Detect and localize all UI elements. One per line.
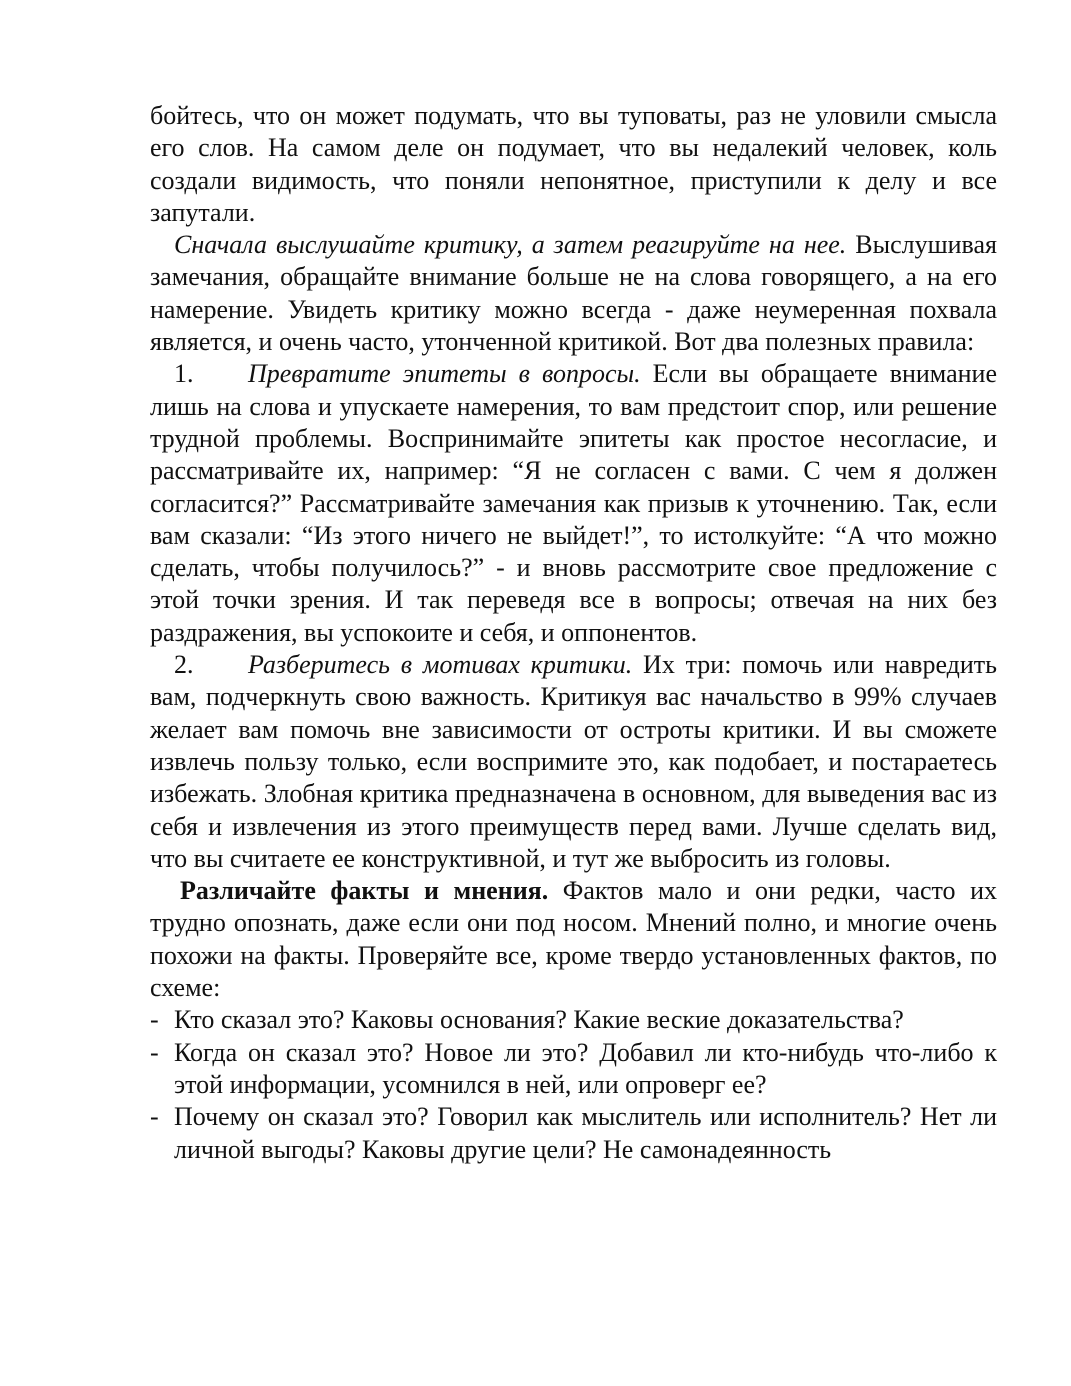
facts-heading: Различайте факты и мнения.	[180, 876, 549, 906]
item-text: Если вы обращаете внимание лишь на слова и упускаете намерения, то вам предстоит спор, или решение трудной проблемы. Воспринимайте эпитеты как простое несогласие, и рассматривайте их, например: “Я не согласен с вами. С чем я должен согласится?” Рассматривайте замечания как призыв к уточнению. Так, если вам сказали: “Из этого ничего не выйдет!”, то истолкуйте: “А что можно сделать, чтобы получилось?” - и вновь рассмотрите свое предложение с этой точки зрения. И так переведя все в вопросы; отвечая на них без раздражения, вы успокоите и себя, и оппонентов.	[150, 359, 997, 647]
paragraph-criticism	[150, 229, 997, 358]
item-number: 2.	[174, 650, 194, 680]
dash-item-text: Почему он сказал это? Говорил как мыслитель или исполнитель? Нет ли личной выгоды? Каковы другие цели? Не самонадеянность	[174, 1102, 997, 1164]
paragraph-opening	[150, 100, 997, 229]
dash-item-text: Кто сказал это? Каковы основания? Какие веские доказательства?	[174, 1005, 904, 1035]
facts-text: Фактов мало и они редки, часто их трудно опознать, даже если они под носом. Мнений полно, и многие очень похожи на факты. Проверяйте все, кроме твердо установленных фактов, по схеме:	[150, 876, 997, 1003]
item-heading: Разберитесь в мотивах критики.	[248, 650, 633, 680]
dash-item-1	[150, 1004, 997, 1036]
dash-item-2	[150, 1037, 997, 1102]
dash-item-3	[150, 1101, 997, 1166]
dash-marker: -	[150, 1102, 159, 1132]
numbered-item-2	[150, 649, 997, 875]
dash-item-text: Когда он сказал это? Новое ли это? Добавил ли кто-нибудь что-либо к этой информации, усомнился в ней, или опроверг ее?	[174, 1037, 997, 1099]
item-text: Их три: помочь или навредить вам, подчеркнуть свою важность. Критикуя вас начальство в 99% случаев желает вам помочь вне зависимости от остроты критики. И вы сможете извлечь пользу только, если воспримите это, как подобает, и постараетесь избежать. Злобная критика предназначена в основном, для выведения вас из себя и извлечения из этого преимуществ перед вами. Лучше сделать вид, что вы считаете ее конструктивной, и тут же выбросить из головы.	[150, 650, 998, 873]
dash-marker: -	[150, 1005, 159, 1035]
dash-marker: -	[150, 1037, 159, 1067]
paragraph-opening-text: бойтесь, что он может подумать, что вы туповаты, раз не уловили смысла его слов. На самом деле он подумает, что вы недалекий человек, коль создали видимость, что поняли непонятное, приступили к делу и все запутали.	[150, 101, 997, 227]
paragraph-facts	[150, 875, 997, 1004]
criticism-text: Выслушивая замечания, обращайте внимание больше не на слова говорящего, а на его намерение. Увидеть критику можно всегда - даже неумеренная похвала является, и очень часто, утонченной критикой. Вот два полезных правила:	[150, 230, 997, 357]
numbered-item-1	[150, 358, 997, 649]
item-heading: Превратите эпитеты в вопросы.	[248, 359, 641, 389]
document-page	[150, 100, 997, 1166]
item-number: 1.	[174, 359, 194, 389]
criticism-heading: Сначала выслушайте критику, а затем реагируйте на нее.	[174, 230, 847, 260]
